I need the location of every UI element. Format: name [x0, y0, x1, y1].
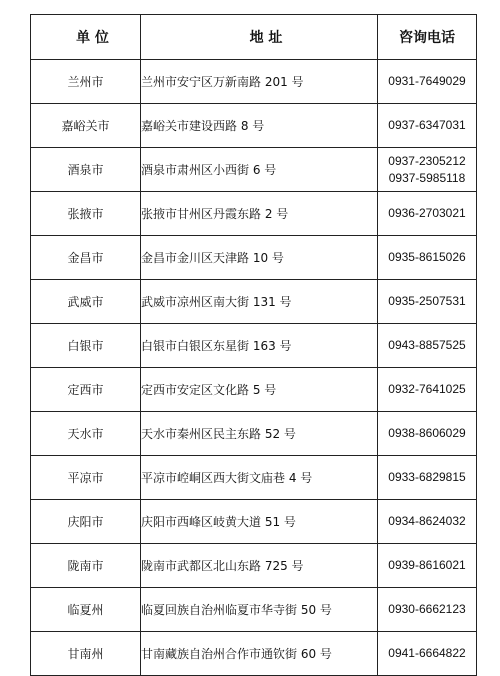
- header-unit: 单 位: [31, 15, 141, 60]
- phone-number: 0931-7649029: [388, 74, 466, 88]
- phone-cell: [378, 412, 477, 456]
- unit-cell: 甘南州: [31, 632, 141, 676]
- table-row: [31, 368, 477, 412]
- address-cell: 陇南市武都区北山东路 725 号: [141, 544, 378, 588]
- phone-cell: [378, 60, 477, 104]
- address-cell: 平凉市崆峒区西大街文庙巷 4 号: [141, 456, 378, 500]
- address-cell: 白银市白银区东星街 163 号: [141, 324, 378, 368]
- unit-cell: 金昌市: [31, 236, 141, 280]
- phone-number: 0935-8615026: [388, 250, 466, 264]
- contact-directory-table: [30, 14, 477, 676]
- address-cell: 武威市凉州区南大街 131 号: [141, 280, 378, 324]
- phone-number: 0939-8616021: [388, 558, 466, 572]
- phone-cell: [378, 236, 477, 280]
- table-row: [31, 104, 477, 148]
- phone-cell: [378, 324, 477, 368]
- phone-cell: [378, 456, 477, 500]
- phone-cell: [378, 192, 477, 236]
- phone-cell: [378, 368, 477, 412]
- phone-number: 0934-8624032: [388, 514, 466, 528]
- unit-cell: 嘉峪关市: [31, 104, 141, 148]
- address-cell: 甘南藏族自治州合作市通钦街 60 号: [141, 632, 378, 676]
- address-cell: 临夏回族自治州临夏市华寺街 50 号: [141, 588, 378, 632]
- phone-cell: [378, 104, 477, 148]
- table-row: [31, 412, 477, 456]
- phone-number: 0937-5985118: [388, 170, 466, 185]
- table-row: [31, 500, 477, 544]
- phone-number: 0935-2507531: [388, 294, 466, 308]
- phone-number: 0943-8857525: [388, 338, 466, 352]
- address-cell: 酒泉市肃州区小西街 6 号: [141, 148, 378, 192]
- unit-cell: 陇南市: [31, 544, 141, 588]
- phone-cell: [378, 588, 477, 632]
- unit-cell: 酒泉市: [31, 148, 141, 192]
- unit-cell: 白银市: [31, 324, 141, 368]
- table-row: [31, 280, 477, 324]
- phone-number: 0936-2703021: [388, 206, 466, 220]
- address-cell: 嘉峪关市建设西路 8 号: [141, 104, 378, 148]
- phone-number: 0930-6662123: [388, 602, 466, 616]
- phone-cell: [378, 500, 477, 544]
- phone-number: 0937-6347031: [388, 118, 466, 132]
- table-row: [31, 544, 477, 588]
- header-phone: 咨询电话: [378, 15, 477, 60]
- table-row: [31, 60, 477, 104]
- unit-cell: 庆阳市: [31, 500, 141, 544]
- address-cell: 定西市安定区文化路 5 号: [141, 368, 378, 412]
- unit-cell: 平凉市: [31, 456, 141, 500]
- address-cell: 天水市秦州区民主东路 52 号: [141, 412, 378, 456]
- table-row: [31, 324, 477, 368]
- phone-number: 0932-7641025: [388, 382, 466, 396]
- phone-number: 0941-6664822: [388, 646, 466, 660]
- table-row: [31, 456, 477, 500]
- unit-cell: 临夏州: [31, 588, 141, 632]
- table-header-row: [31, 15, 477, 60]
- table-row: [31, 588, 477, 632]
- header-address: 地 址: [141, 15, 378, 60]
- unit-cell: 天水市: [31, 412, 141, 456]
- phone-cell: [378, 148, 477, 192]
- address-cell: 庆阳市西峰区岐黄大道 51 号: [141, 500, 378, 544]
- unit-cell: 定西市: [31, 368, 141, 412]
- unit-cell: 张掖市: [31, 192, 141, 236]
- table-row: [31, 236, 477, 280]
- address-cell: 兰州市安宁区万新南路 201 号: [141, 60, 378, 104]
- phone-number: 0937-2305212: [388, 153, 466, 168]
- phone-number: 0938-8606029: [388, 426, 466, 440]
- table-row: [31, 192, 477, 236]
- address-cell: 张掖市甘州区丹霞东路 2 号: [141, 192, 378, 236]
- unit-cell: 武威市: [31, 280, 141, 324]
- phone-cell: [378, 544, 477, 588]
- phone-number: 0933-6829815: [388, 470, 466, 484]
- unit-cell: 兰州市: [31, 60, 141, 104]
- phone-cell: [378, 280, 477, 324]
- address-cell: 金昌市金川区天津路 10 号: [141, 236, 378, 280]
- table-row: [31, 148, 477, 192]
